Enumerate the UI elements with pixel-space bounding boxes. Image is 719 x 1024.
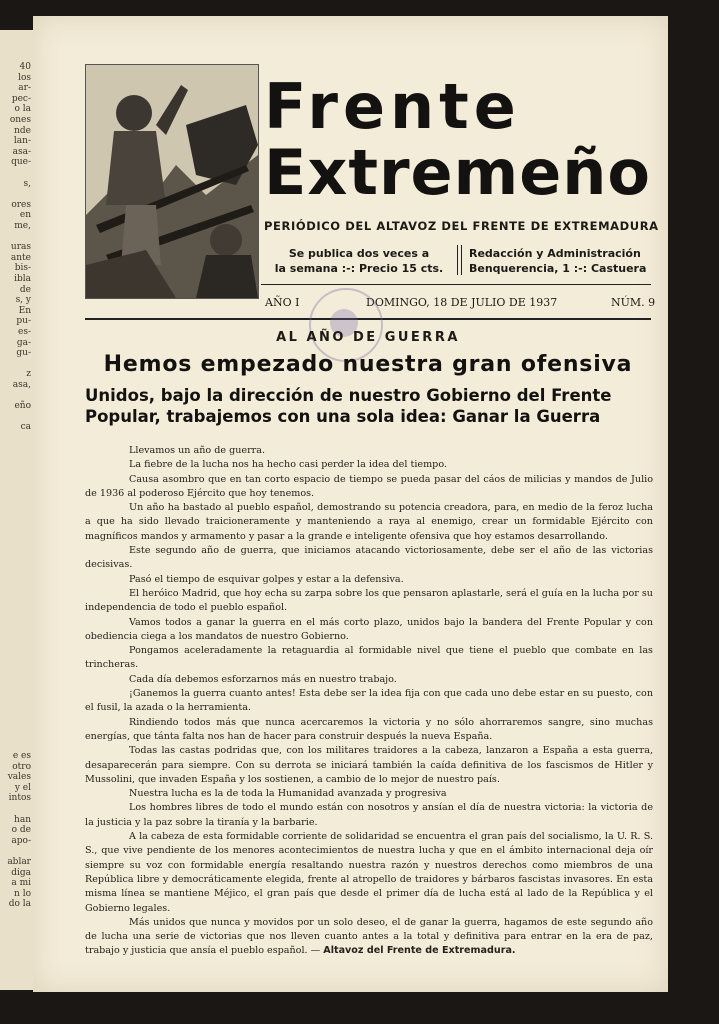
adjacent-page-fragment: ones (9, 115, 31, 125)
adjacent-page-fragment: ca (20, 422, 31, 433)
adjacent-page-fragment: es- (18, 327, 31, 337)
adjacent-page-fragment: diga (11, 867, 31, 878)
adjacent-page-fragment: 40 (19, 62, 31, 72)
adjacent-page-fragment: z (26, 369, 31, 380)
article-paragraph: Un año ha bastado al pueblo español, demostrando su potencia creadora, para, en medio de la feroz lucha a que ha sido llevado traicioneramente y manteniendo a raya al enemigo, crear un formidable Ejército con magníficos mandos y armamento y pasar a la grande e inteligente ofensiva que hoy estamos desarrollando. (85, 502, 653, 542)
adjacent-page-fragment: En (18, 305, 31, 316)
article-signature: Altavoz del Frente de Extremadura. (323, 945, 516, 957)
adjacent-page-fragment: apo- (11, 835, 31, 846)
adjacent-page-fragment: ante (10, 252, 31, 263)
adjacent-page-fragment: me, (14, 221, 31, 231)
adjacent-page-fragment: los (18, 72, 31, 83)
adjacent-page-fragment: que- (11, 157, 31, 168)
article-subheadline: Unidos, bajo la dirección de nuestro Gobierno del Frente Popular, trabajemos con una sola idea: Ganar la Guerra (85, 386, 612, 426)
adjacent-page-fragment: han (14, 814, 31, 825)
adjacent-page-fragment: pu- (16, 316, 31, 327)
article-paragraph: Los hombres libres de todo el mundo están con nosotros y ansían el día de nuestra victoria: la victoria de la justicia y la paz sobre la tiranía y la barbarie. (85, 802, 653, 828)
dateline-year: AÑO I (265, 296, 300, 309)
soldiers-illustration-icon (86, 65, 258, 298)
newspaper-page (33, 16, 668, 992)
adjacent-page-fragment: bis- (14, 263, 31, 274)
article-paragraph: Cada día debemos esforzarnos más en nuestro trabajo. (129, 673, 397, 685)
adjacent-page-fragment: y el (14, 782, 31, 793)
publication-frequency: Se publica dos veces a (288, 247, 430, 260)
adjacent-page-fragment: vales (7, 772, 31, 783)
article-paragraph: El heróico Madrid, que hoy echa su zarpa sobre los que pensaron aplastarle, será el guía en la lucha por su independencia de todo el pueblo español. (85, 587, 653, 614)
publication-price: la semana :-: Precio 15 cts. (274, 262, 444, 275)
administration-info (469, 246, 659, 276)
article-paragraph: Vamos todos a ganar la guerra en el más corto plazo, unidos bajo la bandera del Frente Popular y con obediencia ciega a los mandatos de nuestro Gobierno. (85, 616, 653, 642)
closing-text: Más unidos que nunca y movidos por un solo deseo, el de ganar la guerra, hagamos de este segundo año de lucha una serie de victorias que nos lleven cuanto antes a la total y definitiva para entrar en la era de paz, trabajo y justicia que ansía el pueblo español. — (85, 916, 653, 957)
adjacent-page-fragment: asa, (12, 380, 31, 390)
dateline-rule-top (261, 284, 651, 285)
adjacent-page-fragment: de (19, 284, 31, 295)
dateline-date: DOMINGO, 18 DE JULIO DE 1937 (366, 296, 558, 309)
article-paragraph: Causa asombro que en tan corto espacio de tiempo se pueda pasar del cáos de milicias y mandos de Julio de 1936 al poderoso Ejército que hoy tenemos. (85, 473, 653, 499)
dateline-issue: NÚM. 9 (611, 296, 656, 309)
adjacent-page-fragment: nde (14, 125, 31, 136)
adjacent-page-fragment: ores (11, 199, 31, 210)
article-headline: Hemos empezado nuestra gran ofensiva (103, 352, 633, 377)
article-paragraph: Llevamos un año de guerra. (129, 445, 266, 456)
adjacent-page-fragment: s, y (15, 295, 31, 306)
adjacent-page-fragment: a mi (11, 878, 31, 889)
adjacent-page-fragment: n lo (14, 888, 31, 899)
adjacent-page-fragment: en (19, 210, 31, 221)
adjacent-page-fragment: gu- (16, 348, 31, 359)
article-paragraph: Todas las castas podridas que, con los militares traidores a la cabeza, lanzaron a España a esta guerra, desaparecerán para siempre. Con su derrota se iniciará también la caída definitiva de los fascismos de Hitler y Mussolini, que invaden España y los sostienen, a cambio de lo mejor de nuestro país. (85, 745, 653, 785)
adjacent-page-fragment: o de (11, 825, 31, 836)
adjacent-page-fragment: do la (8, 899, 31, 910)
adjacent-page-fragment: ablar (7, 857, 31, 867)
adjacent-page-fragment: pec- (11, 93, 31, 104)
masthead-title-line1: Frente (264, 70, 521, 143)
adjacent-page-fragment: ga- (16, 337, 31, 348)
article-paragraph: Nuestra lucha es la de toda la Humanidad avanzada y progresiva (129, 788, 447, 800)
article-closing-paragraph (85, 916, 653, 959)
article-paragraph: Este segundo año de guerra, que iniciamos atacando victoriosamente, debe ser el año de las victorias decisivas. (85, 545, 653, 571)
adjacent-page-fragment: intos (8, 793, 31, 804)
adjacent-page-fragment: e es (12, 751, 31, 761)
adjacent-page-fragment: ar- (18, 83, 31, 94)
article-body (85, 444, 653, 959)
masthead-title-line2: Extremeño (264, 136, 651, 209)
article-paragraphs (85, 444, 653, 916)
administration-label: Redacción y Administración (469, 247, 641, 260)
article-paragraph: A la cabeza de esta formidable corriente de solidaridad se encuentra el gran país del socialismo, la U. R. S. S., que vive pendiente de los menores acontecimientos de nuestra lucha y que en el ámbito internacional deja oír siempre su voz con formidable energía resaltando nuestra razón y nuestros derechos como miembros de una República libre y democráticamente elegida, frente al atropello de traidores y bárbaros fascistas invasores. En esta misma línea se mantiene Méjico, el gran país que desde el primer día de lucha está al lado de la República y el Gobierno legales. (85, 831, 653, 914)
article-paragraph: La fiebre de la lucha nos ha hecho casi perder la idea del tiempo. (129, 459, 447, 471)
adjacent-page-fragment: o la (14, 104, 31, 115)
adjacent-page-fragment: eño (14, 401, 31, 412)
article-kicker: AL AÑO DE GUERRA (276, 330, 460, 345)
publication-info (264, 246, 454, 276)
administration-address: Benquerencia, 1 :-: Castuera (469, 262, 647, 275)
article-paragraph: ¡Ganemos la guerra cuanto antes! Esta debe ser la idea fija con que cada uno debe estar en su puesto, con el fusil, la azada o la herramienta. (85, 688, 653, 714)
adjacent-page-fragment: s, (23, 178, 31, 189)
masthead-divider (457, 245, 462, 275)
article-paragraph: Pasó el tiempo de esquivar golpes y estar a la defensiva. (129, 573, 404, 585)
article-paragraph: Rindiendo todos más que nunca acercaremos la victoria y no sólo ahorraremos sangre, sino muchas energías, que tánta falta nos han de hacer para construir después la nueva España. (85, 716, 653, 742)
adjacent-page-edge (0, 30, 33, 990)
adjacent-page-fragment: uras (10, 242, 31, 253)
adjacent-page-fragment: asa- (12, 146, 31, 157)
masthead-subtitle: PERIÓDICO DEL ALTAVOZ DEL FRENTE DE EXTREMADURA (264, 219, 659, 233)
masthead-illustration (85, 64, 259, 299)
adjacent-page-fragment: otro (12, 761, 31, 772)
adjacent-page-fragment: lan- (13, 136, 31, 147)
adjacent-page-fragment: ibla (14, 274, 31, 284)
article-paragraph: Pongamos aceleradamente la retaguardia al formidable nivel que tiene el pueblo que combate en las trincheras. (85, 645, 653, 671)
